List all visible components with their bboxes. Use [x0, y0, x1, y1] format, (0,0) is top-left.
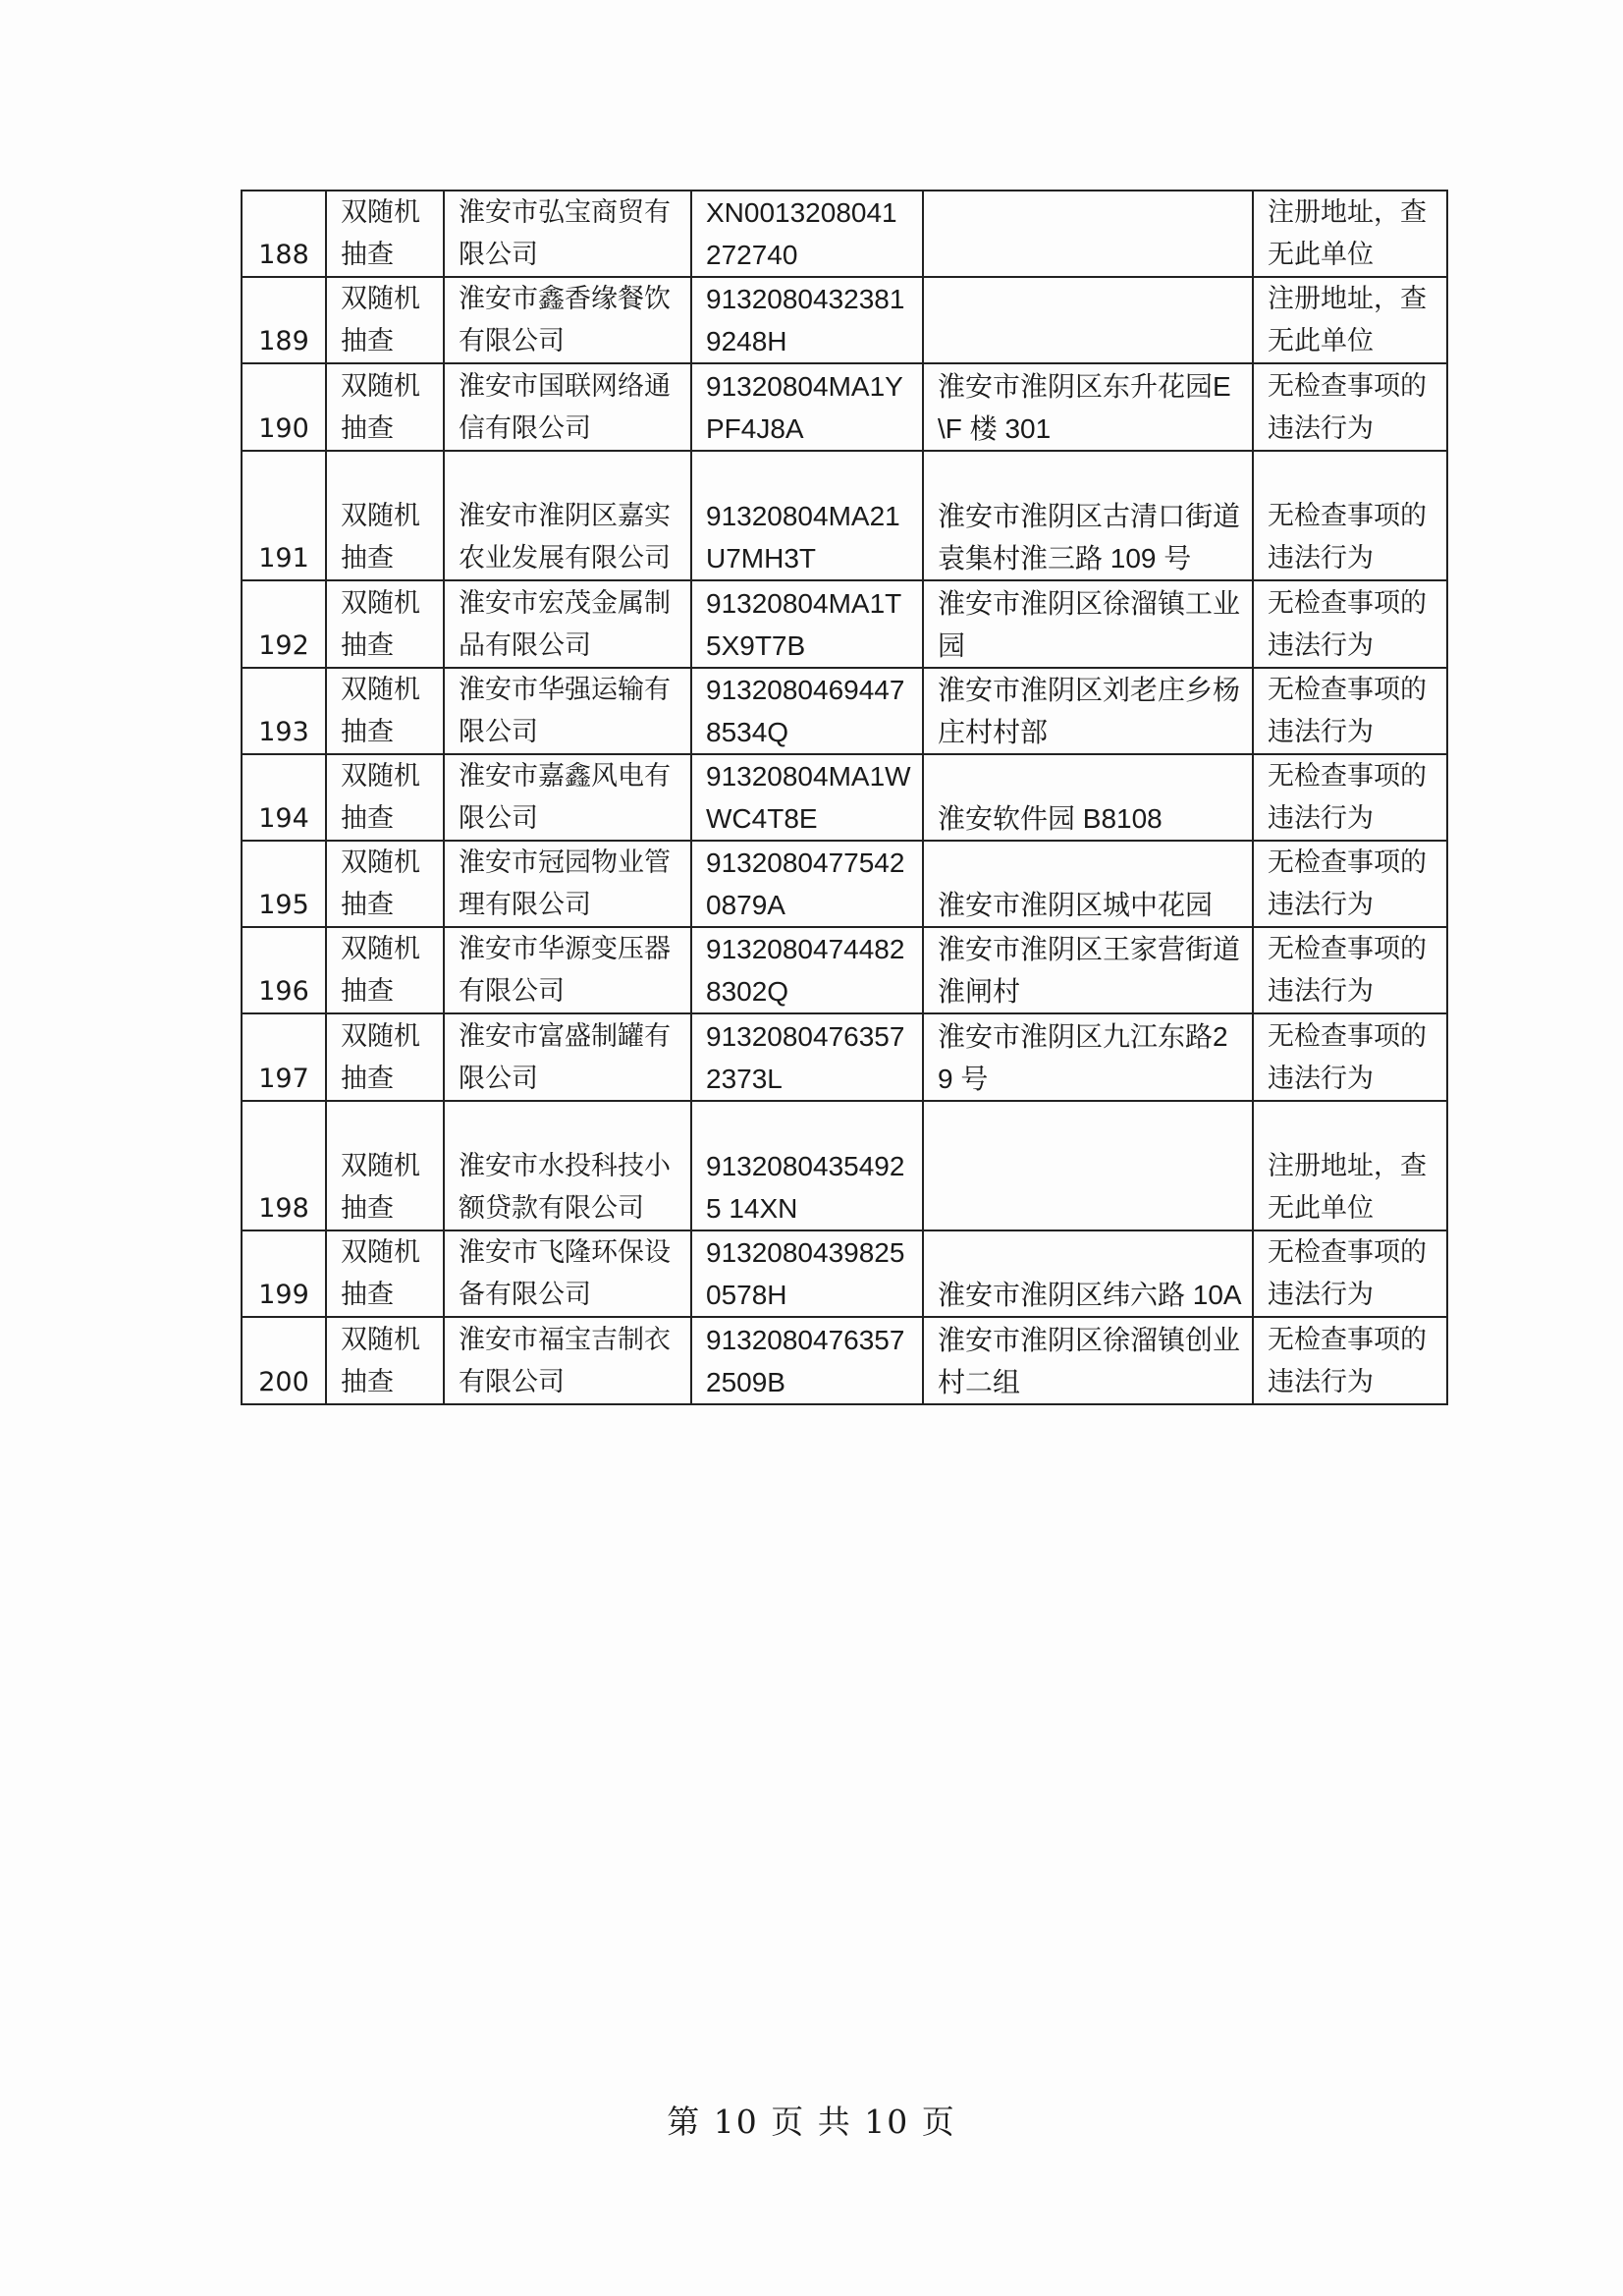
credit-code: 91320804763572509B	[691, 1317, 923, 1403]
registered-address: 淮安市淮阴区徐溜镇工业园	[923, 580, 1253, 667]
registered-address: 淮安市淮阴区古清口街道袁集村淮三路 109 号	[923, 451, 1253, 581]
company-name: 淮安市宏茂金属制品有限公司	[444, 580, 691, 667]
inspection-method: 双随机抽查	[326, 668, 444, 754]
table-row	[242, 1317, 1447, 1403]
registered-address: 淮安市淮阴区徐溜镇创业村二组	[923, 1317, 1253, 1403]
registered-address: 淮安市淮阴区纬六路 10A	[923, 1230, 1253, 1317]
credit-code: XN0013208041272740	[691, 191, 923, 277]
company-name: 淮安市水投科技小额贷款有限公司	[444, 1101, 691, 1231]
table-row	[242, 754, 1447, 841]
registered-address: 淮安市淮阴区王家营街道淮闸村	[923, 927, 1253, 1013]
inspection-result: 无检查事项的违法行为	[1253, 1230, 1447, 1317]
company-name: 淮安市福宝吉制衣有限公司	[444, 1317, 691, 1403]
row-number: 200	[242, 1317, 326, 1403]
company-name: 淮安市华源变压器有限公司	[444, 927, 691, 1013]
table-row	[242, 1013, 1447, 1100]
registered-address: 淮安软件园 B8108	[923, 754, 1253, 841]
company-name: 淮安市国联网络通信有限公司	[444, 363, 691, 450]
credit-code: 91320804MA1T5X9T7B	[691, 580, 923, 667]
row-number: 198	[242, 1101, 326, 1231]
credit-code: 91320804354925 14XN	[691, 1101, 923, 1231]
inspection-method: 双随机抽查	[326, 1101, 444, 1231]
table-row	[242, 580, 1447, 667]
company-name: 淮安市淮阴区嘉实农业发展有限公司	[444, 451, 691, 581]
row-number: 195	[242, 841, 326, 927]
inspection-results-table	[241, 190, 1448, 1405]
table-body	[242, 191, 1447, 1404]
inspection-method: 双随机抽查	[326, 580, 444, 667]
table-row	[242, 1101, 1447, 1231]
company-name: 淮安市嘉鑫风电有限公司	[444, 754, 691, 841]
credit-code: 91320804763572373L	[691, 1013, 923, 1100]
registered-address	[923, 1101, 1253, 1231]
registered-address: 淮安市淮阴区刘老庄乡杨庄村村部	[923, 668, 1253, 754]
inspection-result: 注册地址，查无此单位	[1253, 277, 1447, 363]
company-name: 淮安市冠园物业管理有限公司	[444, 841, 691, 927]
row-number: 197	[242, 1013, 326, 1100]
inspection-method: 双随机抽查	[326, 363, 444, 450]
credit-code: 91320804775420879A	[691, 841, 923, 927]
inspection-result: 无检查事项的违法行为	[1253, 1317, 1447, 1403]
inspection-result: 注册地址，查无此单位	[1253, 1101, 1447, 1231]
row-number: 194	[242, 754, 326, 841]
table-row	[242, 1230, 1447, 1317]
credit-code: 91320804MA1WWC4T8E	[691, 754, 923, 841]
row-number: 199	[242, 1230, 326, 1317]
registered-address: 淮安市淮阴区城中花园	[923, 841, 1253, 927]
table-row	[242, 841, 1447, 927]
table-row	[242, 668, 1447, 754]
inspection-method: 双随机抽查	[326, 1230, 444, 1317]
registered-address: 淮安市淮阴区九江东路29 号	[923, 1013, 1253, 1100]
registered-address	[923, 277, 1253, 363]
inspection-method: 双随机抽查	[326, 451, 444, 581]
inspection-method: 双随机抽查	[326, 1013, 444, 1100]
registered-address	[923, 191, 1253, 277]
inspection-method: 双随机抽查	[326, 277, 444, 363]
table-row	[242, 927, 1447, 1013]
table-row	[242, 363, 1447, 450]
row-number: 191	[242, 451, 326, 581]
company-name: 淮安市飞隆环保设备有限公司	[444, 1230, 691, 1317]
inspection-result: 注册地址，查无此单位	[1253, 191, 1447, 277]
row-number: 193	[242, 668, 326, 754]
inspection-result: 无检查事项的违法行为	[1253, 1013, 1447, 1100]
inspection-result: 无检查事项的违法行为	[1253, 363, 1447, 450]
company-name: 淮安市华强运输有限公司	[444, 668, 691, 754]
table-row	[242, 277, 1447, 363]
inspection-result: 无检查事项的违法行为	[1253, 927, 1447, 1013]
credit-code: 91320804MA1YPF4J8A	[691, 363, 923, 450]
credit-code: 91320804323819248H	[691, 277, 923, 363]
credit-code: 91320804398250578H	[691, 1230, 923, 1317]
company-name: 淮安市富盛制罐有限公司	[444, 1013, 691, 1100]
row-number: 190	[242, 363, 326, 450]
inspection-result: 无检查事项的违法行为	[1253, 580, 1447, 667]
registered-address: 淮安市淮阴区东升花园E\F 楼 301	[923, 363, 1253, 450]
inspection-method: 双随机抽查	[326, 841, 444, 927]
inspection-result: 无检查事项的违法行为	[1253, 451, 1447, 581]
table-row	[242, 191, 1447, 277]
company-name: 淮安市弘宝商贸有限公司	[444, 191, 691, 277]
row-number: 188	[242, 191, 326, 277]
row-number: 196	[242, 927, 326, 1013]
inspection-result: 无检查事项的违法行为	[1253, 668, 1447, 754]
credit-code: 91320804MA21U7MH3T	[691, 451, 923, 581]
credit-code: 91320804694478534Q	[691, 668, 923, 754]
inspection-result: 无检查事项的违法行为	[1253, 754, 1447, 841]
row-number: 189	[242, 277, 326, 363]
company-name: 淮安市鑫香缘餐饮有限公司	[444, 277, 691, 363]
page-footer: 第 10 页 共 10 页	[667, 2103, 956, 2141]
inspection-method: 双随机抽查	[326, 754, 444, 841]
table-row	[242, 451, 1447, 581]
credit-code: 91320804744828302Q	[691, 927, 923, 1013]
inspection-result: 无检查事项的违法行为	[1253, 841, 1447, 927]
inspection-method: 双随机抽查	[326, 927, 444, 1013]
inspection-method: 双随机抽查	[326, 1317, 444, 1403]
inspection-method: 双随机抽查	[326, 191, 444, 277]
row-number: 192	[242, 580, 326, 667]
